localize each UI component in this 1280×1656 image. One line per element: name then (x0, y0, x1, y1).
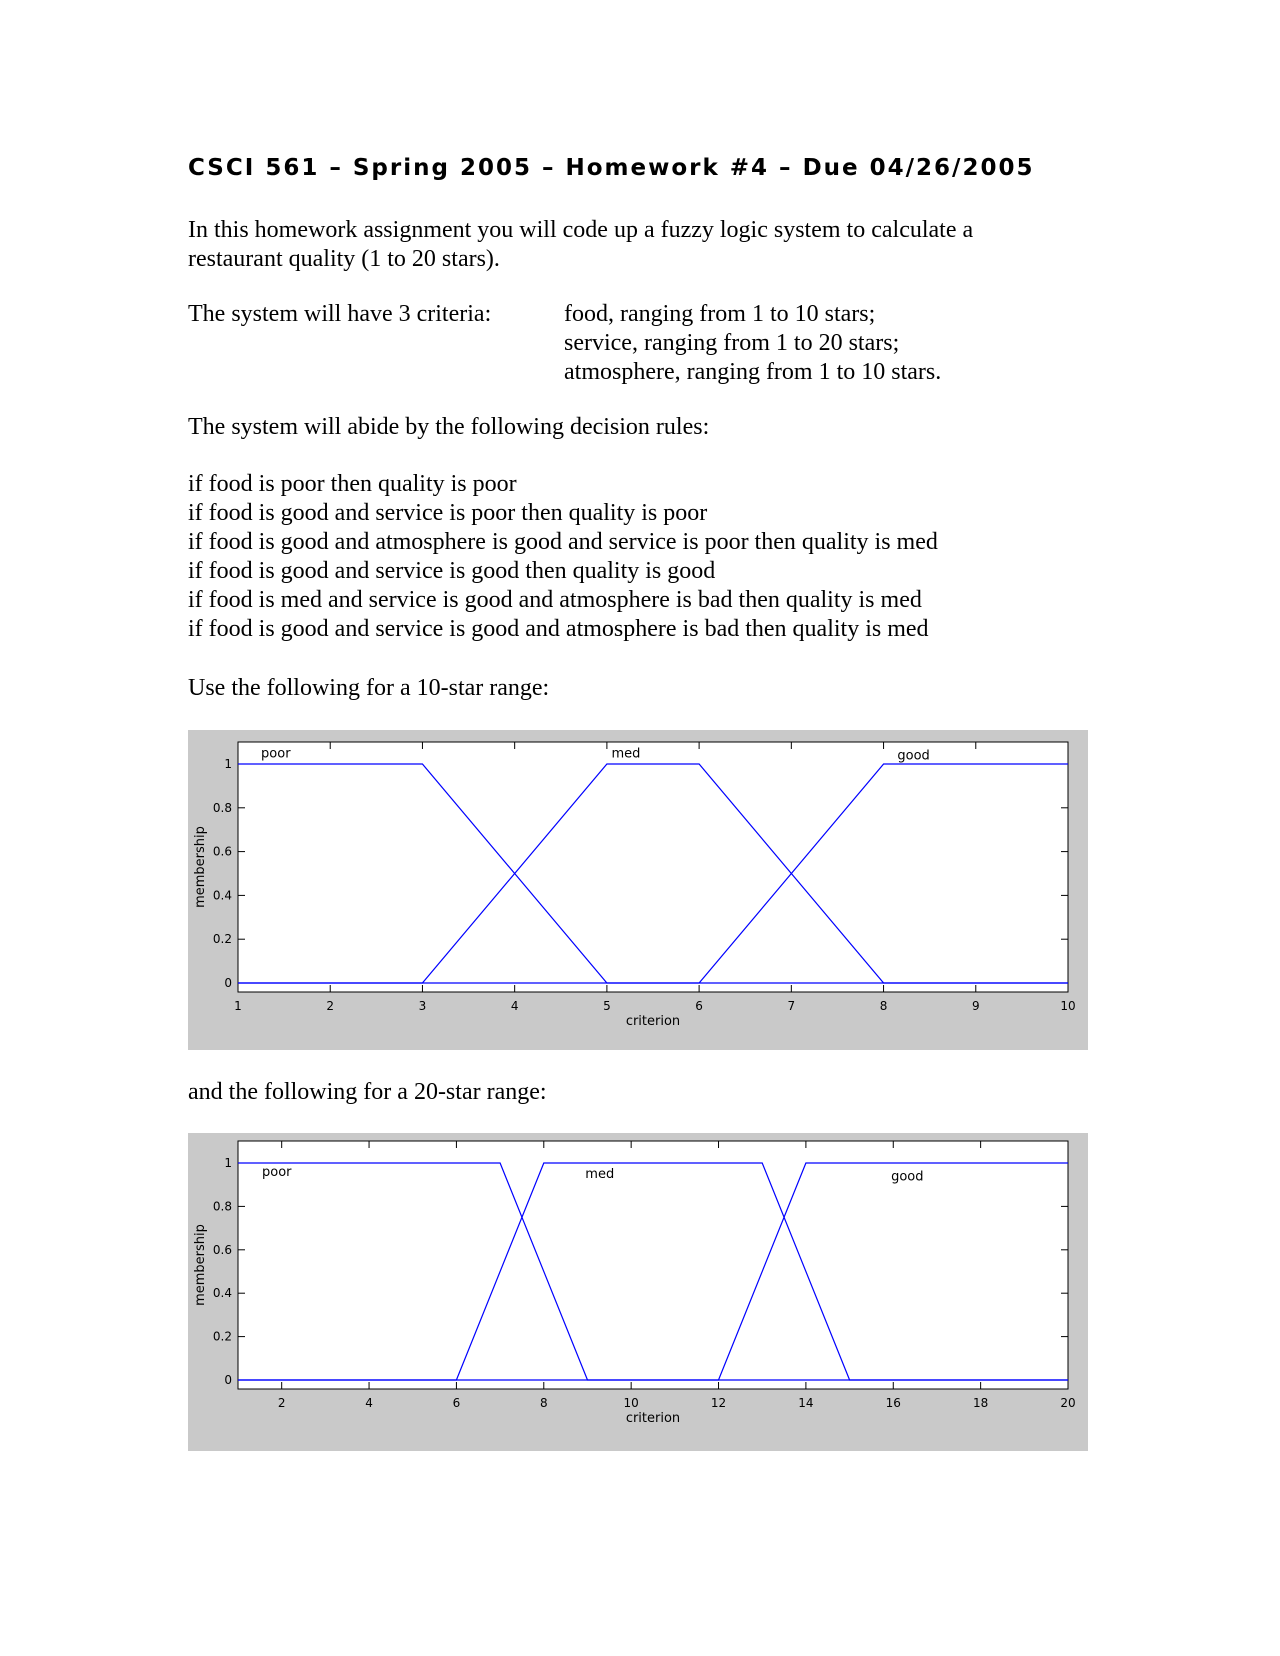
x-tick-label: 4 (510, 999, 519, 1013)
x-tick-label: 10 (1060, 999, 1076, 1013)
mf-label-good: good (891, 1169, 924, 1185)
rule-item: if food is good and service is poor then quality is poor (188, 500, 708, 526)
y-axis-label: membership (193, 826, 208, 908)
criteria-item: food, ranging from 1 to 10 stars; (564, 301, 876, 327)
intro-paragraph (188, 216, 973, 274)
rule-item: if food is poor then quality is poor (188, 471, 517, 497)
x-tick-label: 5 (603, 999, 611, 1013)
chart-10-star-svg (188, 730, 1088, 1050)
caption-20-star: and the following for a 20-star range: (188, 1079, 547, 1105)
x-tick-label: 2 (277, 1396, 286, 1410)
x-tick-label: 3 (418, 999, 427, 1013)
x-tick-label: 8 (539, 1396, 548, 1410)
intro-line: restaurant quality (1 to 20 stars). (188, 246, 500, 272)
plot-area (238, 1141, 1068, 1389)
y-tick-label: 0.6 (212, 844, 232, 859)
y-tick-label: 0.8 (212, 800, 232, 815)
caption-10-star: Use the following for a 10-star range: (188, 675, 550, 701)
mf-label-med: med (585, 1167, 615, 1183)
y-tick-label: 0.4 (212, 1286, 232, 1301)
criteria-item: service, ranging from 1 to 20 stars; (564, 330, 900, 356)
y-tick-label: 1 (224, 757, 232, 771)
x-axis-label: criterion (625, 1014, 681, 1029)
y-tick-label: 0.6 (212, 1242, 232, 1257)
x-tick-label: 18 (972, 1396, 989, 1410)
page-title: CSCI 561 – Spring 2005 – Homework #4 – Due 04/26/2005 (188, 155, 1035, 181)
rule-item: if food is good and service is good then quality is good (188, 558, 716, 584)
x-tick-label: 20 (1060, 1396, 1076, 1410)
x-axis-label: criterion (625, 1411, 681, 1426)
mf-label-good: good (897, 748, 930, 764)
x-tick-label: 6 (452, 1396, 461, 1410)
x-tick-label: 8 (879, 999, 888, 1013)
x-tick-label: 14 (798, 1396, 814, 1410)
membership-chart-10-star (188, 730, 1088, 1050)
mf-label-poor: poor (262, 1165, 292, 1181)
rule-item: if food is good and service is good and atmosphere is bad then quality is med (188, 616, 929, 642)
y-tick-label: 0.2 (212, 1329, 232, 1344)
y-tick-label: 1 (224, 1156, 232, 1170)
rule-item: if food is good and atmosphere is good and service is poor then quality is med (188, 529, 938, 555)
y-tick-label: 0 (224, 1373, 232, 1387)
criteria-item: atmosphere, ranging from 1 to 10 stars. (564, 359, 942, 385)
plot-area (238, 742, 1068, 992)
x-tick-label: 16 (885, 1396, 901, 1410)
x-tick-label: 12 (710, 1396, 727, 1410)
criteria-list (564, 300, 941, 387)
mf-label-med: med (611, 746, 641, 762)
rules-list (188, 470, 938, 644)
x-tick-label: 9 (971, 999, 980, 1013)
mf-label-poor: poor (261, 746, 291, 762)
x-tick-label: 10 (623, 1396, 639, 1410)
y-axis-label: membership (193, 1224, 208, 1306)
x-tick-label: 4 (365, 1396, 373, 1410)
rule-item: if food is med and service is good and atmosphere is bad then quality is med (188, 587, 922, 613)
x-tick-label: 7 (787, 999, 796, 1013)
x-tick-label: 2 (326, 999, 335, 1013)
y-tick-label: 0.8 (212, 1199, 232, 1214)
x-tick-label: 1 (234, 999, 242, 1013)
criteria-lead: The system will have 3 criteria: (188, 301, 492, 327)
y-tick-label: 0 (224, 976, 232, 990)
chart-20-star-svg (188, 1133, 1088, 1451)
intro-line: In this homework assignment you will code up a fuzzy logic system to calculate a (188, 217, 974, 243)
x-tick-label: 6 (695, 999, 703, 1013)
y-tick-label: 0.4 (212, 888, 232, 903)
rules-intro: The system will abide by the following decision rules: (188, 414, 710, 440)
membership-chart-20-star (188, 1133, 1088, 1451)
y-tick-label: 0.2 (212, 932, 232, 947)
